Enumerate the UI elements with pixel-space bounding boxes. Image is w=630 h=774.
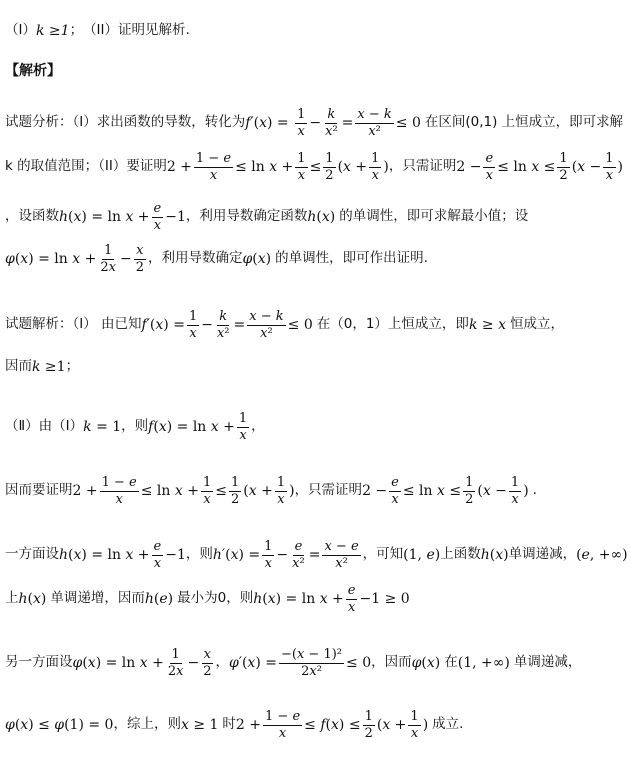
solution-line-7 xyxy=(5,648,626,678)
analysis-set-h: ，设函数 xyxy=(5,208,59,225)
analysis-h-tail: 的单调性，即可求解最小值；设 xyxy=(339,208,529,225)
formula-k-geq-x: k ≥ x xyxy=(468,317,506,334)
solution-inc: 单调递增，因而 xyxy=(50,590,145,607)
formula-phi-leq: φ(x) ≤ φ(1) = 0 xyxy=(5,717,114,734)
solution-therefore: 因而 xyxy=(5,358,32,375)
solution-then: ，则 xyxy=(121,418,149,435)
formula-h-geq-0: h(x) = ln x + $\frac{e}{x}$ −1 ≥ 0 xyxy=(253,583,410,615)
solution-cond2: 恒成立， xyxy=(509,316,564,333)
analysis-line-2 xyxy=(5,152,626,182)
formula-h-def: h(x) = ln x + $\frac{e}{x}$ −1 xyxy=(59,201,186,233)
solution-dec: 单调递减， xyxy=(508,546,577,563)
formula-phiprime: φ′(x) = $\frac{\text{−(x − 1)²}}{\text{2x²}}$ ≤ 0 xyxy=(228,647,372,679)
formula-h-of-x-2: h(x) xyxy=(480,547,509,564)
formula-h-def-2: h(x) = ln x + $\frac{e}{x}$ −1 xyxy=(59,539,186,571)
formula-phi-def-2: φ(x) = ln x + $\frac{1}{2x}$ − $\frac{x}{2}$ xyxy=(72,647,212,679)
formula-final-inequality: 2 + $\frac{1 - e}{x}$ ≤ f(x) ≤ $\frac{1}{2}$ (x + $\frac{1}{x}$ ) xyxy=(235,709,429,741)
solution-because: ，因而 xyxy=(371,654,412,671)
formula-reduced-inequality: 2 − $\frac{e}{x}$ ≤ ln x ≤ $\frac{1}{2}$ (x − $\frac{1}{x}$ ) xyxy=(456,151,623,183)
formula-reduced-inequality-2: 2 − $\frac{e}{x}$ ≤ ln x ≤ $\frac{1}{2}$ (x − $\frac{1}{x}$ ) xyxy=(362,475,529,507)
analysis-lead-tail: 在区间(0,1) 上恒成立，即可求解 xyxy=(424,114,624,131)
formula-fprime-given: f′(x) = $\frac{1}{x}$ − $\frac{k}{\text{x²}}$ = $\frac{x - k}{\text{x²}}$ ≤ 0 xyxy=(141,309,313,341)
formula-hprime: h′(x) = $\frac{1}{x}$ − $\frac{e}{\text{x²}}$ = $\frac{x - e}{\text{x²}}$ xyxy=(212,539,359,571)
analysis-line-3 xyxy=(5,202,626,232)
formula-target-inequality: 2 + $\frac{1 - e}{x}$ ≤ ln x + $\frac{1}{x}$ ≤ $\frac{1}{2}$ (x + $\frac{1}{x}$ ) xyxy=(166,151,389,183)
solution-one-side: 一方面设 xyxy=(5,546,59,563)
formula-phi-def: φ(x) = ln x + $\frac{1}{2x}$ − $\frac{x}{2}$ xyxy=(5,243,144,275)
solution-holds: 成立. xyxy=(432,716,464,733)
solution-lead: 试题解析：（Ⅰ） 由已知 xyxy=(5,316,142,333)
formula-phi-of-x-2: φ(x) xyxy=(411,655,441,672)
solution-line-6 xyxy=(5,584,626,614)
formula-h-of-x: h(x) xyxy=(307,209,336,226)
formula-h-of-x-3: h(x) xyxy=(18,591,47,608)
solution-period: . xyxy=(532,482,537,499)
solution-min: 最小为0，则 xyxy=(177,590,254,607)
analysis-lead: 试题分析：（I）求出函数的导数，转化为 xyxy=(5,114,246,131)
answer-part2-label: （II） xyxy=(83,22,119,39)
analysis-line-1 xyxy=(5,108,626,138)
formula-interval-1-inf: (1, +∞) xyxy=(457,655,510,672)
answer-separator: ； xyxy=(69,22,84,39)
answer-part1-label: （I） xyxy=(5,22,36,39)
solution-cond: 在（0，1）上恒成立，即 xyxy=(316,316,469,333)
solution-comma: ， xyxy=(251,418,265,435)
answer-line xyxy=(5,24,626,38)
solution-comma-2: ， xyxy=(215,654,229,671)
solution-line-1 xyxy=(5,310,626,340)
analysis-phi-tail2: 的单调性，即可作出证明. xyxy=(275,250,428,267)
solution-line-4 xyxy=(5,476,626,506)
solution-other-side: 另一方面设 xyxy=(5,654,73,671)
analysis-line-4 xyxy=(5,244,626,274)
formula-h-of-e: h(e) xyxy=(144,591,174,608)
solution-inc-on: 上 xyxy=(5,590,19,607)
formula-target-inequality-2: 2 + $\frac{1 - e}{x}$ ≤ ln x + $\frac{1}{x}$ ≤ $\frac{1}{2}$ (x + $\frac{1}{x}$ ) xyxy=(72,475,295,507)
solution-conclude: ，综上，则 xyxy=(113,716,181,733)
answer-part2-text: 证明见解析. xyxy=(118,22,190,39)
solution-semicolon: ； xyxy=(65,358,80,375)
solution-line-3 xyxy=(5,412,626,442)
formula-k-geq-1: k ≥1 xyxy=(32,359,66,375)
solution-dec2: 单调递减， xyxy=(513,654,582,671)
solution-line-2 xyxy=(5,360,626,374)
solution-then-h: ，则 xyxy=(185,546,213,563)
solution-dec-on: 上函数 xyxy=(440,546,481,563)
solution-line-5 xyxy=(5,540,626,570)
analysis-h-mid: ，利用导数确定函数 xyxy=(185,208,308,225)
formula-k-eq-1: k = 1 xyxy=(83,419,122,436)
analysis-only-need: ，只需证明 xyxy=(388,158,457,175)
analysis-heading-line xyxy=(5,64,626,78)
formula-x-geq-1: x ≥ 1 xyxy=(180,717,219,734)
analysis-k-range: k 的取值范围；（II）要证明 xyxy=(5,158,167,175)
answer-part1-expr: k ≥1 xyxy=(35,23,70,39)
solution-in-interval: 在 xyxy=(444,654,458,671)
formula-phi-of-x: φ(x) xyxy=(242,251,272,268)
formula-interval-1-e: (1, e) xyxy=(403,547,441,564)
formula-fprime-def: f′(x) = $\frac{1}{x}$ − $\frac{k}{\text{x²}}$ = $\frac{x - k}{\text{x²}}$ ≤ 0 xyxy=(245,107,421,139)
solution-prove-lead: 因而要证明 xyxy=(5,482,73,499)
solution-when: 时 xyxy=(222,716,236,733)
analysis-phi-tail: ，利用导数确定 xyxy=(147,250,243,267)
solution-know: ，可知 xyxy=(362,546,404,563)
solution-only-need: ，只需证明 xyxy=(294,482,363,499)
analysis-heading: 【解析】 xyxy=(5,63,61,79)
formula-f-def: f(x) = ln x + $\frac{1}{x}$ xyxy=(148,411,248,443)
solution-part2: （Ⅱ）由（Ⅰ） xyxy=(5,418,84,435)
solution-line-8 xyxy=(5,710,626,740)
formula-interval-e-inf: (e, +∞) xyxy=(576,547,628,564)
